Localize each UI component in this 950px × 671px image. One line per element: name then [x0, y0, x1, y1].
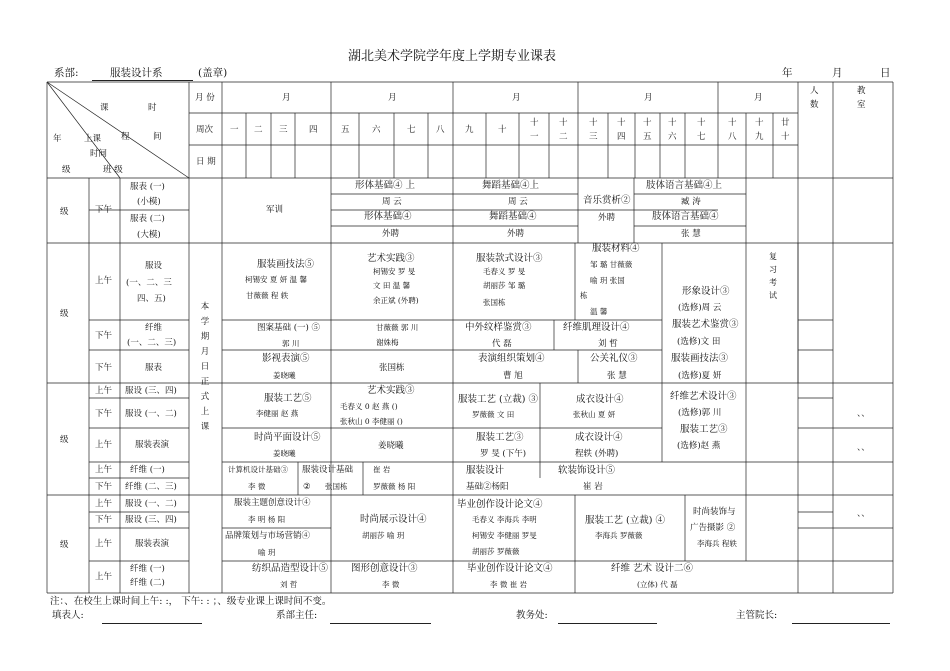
- month-cell: 月: [754, 93, 763, 103]
- corner-shijian: 时间: [90, 149, 108, 159]
- course-name: 服装工艺③: [680, 424, 728, 435]
- corner-jian: 间: [153, 132, 162, 142]
- week-number: 十: [530, 118, 539, 128]
- period-label: 上午: [95, 386, 113, 396]
- course-teacher: 甘薇薇 程 轶: [246, 291, 289, 300]
- course-teacher: 李健丽 赵 燕: [256, 409, 299, 418]
- course-teacher: 张秋山 0 李健丽 (): [340, 417, 403, 426]
- course-name: 图形创意设计③: [351, 563, 418, 574]
- course-teacher: 甘薇薇 郭 川: [376, 323, 419, 332]
- week-number: 八: [728, 132, 737, 142]
- corner-ji: 级: [62, 165, 71, 175]
- week-number: 七: [697, 132, 706, 142]
- course-name: 广告摄影 ②: [690, 523, 736, 533]
- week-number: 十: [617, 118, 626, 128]
- course-name: 影视表演⑤: [262, 353, 310, 364]
- month-cell: 月: [282, 93, 291, 103]
- grade-label: 级: [60, 540, 69, 550]
- course-teacher: 谢姝梅: [376, 338, 399, 347]
- week-number: 十: [559, 118, 568, 128]
- course-name: 纤维 艺术 设计二⑥: [611, 563, 694, 574]
- course-teacher: (选修)文 田: [677, 337, 721, 347]
- course-teacher: 喻 玥 张国: [590, 276, 625, 285]
- course-name: 服装工艺⑤: [264, 393, 312, 404]
- week-number: 九: [465, 125, 474, 135]
- course-teacher: 温 馨: [590, 307, 608, 316]
- course-teacher: 姜晓曦: [273, 371, 296, 380]
- course-teacher: 栋: [580, 291, 588, 300]
- row-head-week: 周次: [196, 125, 214, 135]
- course-teacher: 外聘: [382, 229, 400, 239]
- course-teacher: 罗薇薇 文 田: [472, 410, 515, 419]
- course-teacher: 邹 璐 甘薇薇: [590, 260, 633, 269]
- course-name: 肢体语言基础④上: [646, 180, 723, 191]
- course-name: 舞蹈基础④上: [482, 180, 540, 191]
- week-number: 七: [407, 125, 416, 135]
- grade-label: 级: [60, 435, 69, 445]
- course-teacher: 周 云: [382, 197, 402, 207]
- class-label: (大模): [137, 230, 161, 240]
- week-number: 十: [668, 118, 677, 128]
- course-name: 毕业创作设计论文④: [467, 563, 553, 574]
- period-label: 上午: [95, 276, 113, 286]
- course-name: 图案基础 (一) ⑤: [257, 323, 321, 333]
- week-number: 十: [697, 118, 706, 128]
- course-name: 服装材料④: [592, 243, 640, 254]
- course-name: 中外纹样鉴赏③: [465, 322, 532, 333]
- week-number: 十: [728, 118, 737, 128]
- grade-label: 级: [60, 207, 69, 217]
- class-label: 纤维: [145, 323, 163, 333]
- dept-label: 系部:: [54, 67, 79, 79]
- course-name: 成衣设计④: [576, 394, 624, 405]
- page-title: 湖北美术学院学年度上学期专业课表: [348, 49, 557, 64]
- week-number: 二: [559, 132, 568, 142]
- week-number: 十: [643, 118, 652, 128]
- week-number: 十: [589, 118, 598, 128]
- course-teacher: 刘 哲: [598, 339, 618, 349]
- course-teacher: (立体) 代 磊: [637, 580, 678, 589]
- course-name: 纤维肌理设计④: [563, 322, 630, 333]
- course-name: 音乐赏析②: [583, 195, 631, 206]
- footer-note: 注：、在校生上课时间上午: :， 下午: : ；、级专业课上课时间不变。: [50, 596, 332, 607]
- week-number: 一: [230, 125, 239, 135]
- period-label: 上午: [95, 539, 113, 549]
- course-teacher: 代 磊: [492, 339, 512, 349]
- footer-zhuren: 系部主任:: [276, 610, 318, 621]
- course-teacher: 张国栋: [325, 482, 348, 491]
- course-name: 服装设计基础: [302, 465, 354, 475]
- course-name: 服装工艺③: [476, 432, 524, 443]
- course-name: 公关礼仪③: [590, 353, 638, 364]
- class-label: 纤维 (一): [130, 465, 165, 475]
- footer-jiaowu: 教务处:: [516, 610, 548, 621]
- week-number: 六: [372, 125, 381, 135]
- course-name: 纺织品造型设计⑤: [252, 563, 329, 574]
- course-teacher: 李 微: [248, 482, 266, 491]
- course-name: 服装设计: [466, 465, 505, 476]
- military-training: 军训: [266, 205, 284, 215]
- class-label: 纤维 (一): [130, 564, 165, 574]
- dots-mark: 、、: [857, 509, 870, 519]
- course-name: 舞蹈基础④: [489, 211, 537, 222]
- class-label: 服设 (三、四): [125, 386, 177, 396]
- course-teacher: 柯锡安 罗 旻: [373, 267, 416, 276]
- class-label: (一、二、三: [126, 278, 172, 288]
- course-name: 艺术实践③: [367, 253, 415, 264]
- week-number: 五: [643, 132, 652, 142]
- period-label: 上午: [95, 440, 113, 450]
- course-teacher: 崔 岩: [583, 482, 603, 492]
- class-label: 服表 (一): [130, 182, 165, 192]
- class-label: (小模): [137, 197, 161, 207]
- course-teacher: 周 云: [508, 197, 528, 207]
- month-cell: 月: [512, 93, 521, 103]
- course-teacher: 胡丽莎 邹 璐: [483, 281, 526, 290]
- head-jiaoshi-1: 教: [857, 86, 866, 96]
- date-year: 年: [782, 67, 793, 79]
- corner-shangke: 上课: [84, 134, 102, 144]
- course-teacher: 刘 哲: [280, 580, 298, 589]
- course-teacher: 李海兵 程轶: [697, 539, 737, 548]
- week-number: 五: [341, 125, 350, 135]
- month-cell: 月: [388, 93, 397, 103]
- semester-start-note: 本学期月日正式上课: [200, 302, 210, 432]
- course-teacher: 张国栋: [483, 298, 506, 307]
- course-name: 计算机设计基础③: [228, 465, 288, 474]
- course-teacher: 李 明 杨 阳: [248, 515, 286, 524]
- class-label: (一、二、三): [127, 338, 177, 348]
- review-exam-note: 复习考试: [769, 252, 777, 300]
- course-teacher: 毛春义 罗 旻: [483, 267, 526, 276]
- course-teacher: 胡丽莎 罗薇薇: [472, 547, 520, 556]
- course-name: 艺术实践③: [367, 385, 415, 396]
- course-name: 服装工艺 (立裁) ③: [458, 394, 538, 405]
- course-name: 成衣设计④: [575, 432, 623, 443]
- corner-nian: 年: [53, 134, 62, 144]
- week-number: 十: [781, 132, 790, 142]
- week-number: 八: [436, 125, 445, 135]
- course-teacher: 柯锡安 李健丽 罗旻: [472, 531, 537, 540]
- course-teacher: 毛春义 0 赵 燕 (): [340, 402, 398, 411]
- month-cell: 月: [644, 93, 653, 103]
- dots-mark: 、、: [857, 409, 870, 419]
- corner-shi: 时: [148, 103, 157, 113]
- week-number: 三: [589, 132, 598, 142]
- week-number: 四: [617, 132, 626, 142]
- class-label: 服装表演: [135, 440, 170, 450]
- class-label: 服设 (三、四): [125, 515, 177, 525]
- row-head-month: 月 份: [195, 93, 215, 103]
- course-teacher: 张国栋: [379, 363, 405, 373]
- course-teacher: (选修)赵 燕: [677, 441, 721, 451]
- course-teacher: 喻 玥: [258, 548, 276, 557]
- course-teacher: 姜晓曦: [378, 441, 404, 451]
- course-name: 软装饰设计⑤: [558, 465, 616, 476]
- date-month: 月: [832, 67, 843, 79]
- course-name: 服装画技法③: [671, 353, 729, 364]
- course-teacher: 程轶 (外聘): [575, 449, 619, 459]
- course-name: 时尚装饰与: [693, 507, 736, 517]
- course-teacher: 姜晓曦: [273, 449, 296, 458]
- course-name: 时尚平面设计⑤: [254, 432, 321, 443]
- course-name: 品牌策划与市场营销④: [225, 531, 311, 541]
- course-name: 服装款式设计③: [476, 253, 543, 264]
- period-label: 下午: [95, 363, 113, 373]
- course-teacher: 李 微 崔 岩: [490, 580, 528, 589]
- head-renshu-2: 数: [810, 100, 819, 110]
- course-teacher: 曹 旭: [503, 371, 523, 381]
- course-teacher: 张 慧: [681, 229, 701, 239]
- course-name: 基础②杨阳: [466, 482, 509, 492]
- seal-text: (盖章): [198, 67, 228, 79]
- course-name: 服装工艺 (立裁) ④: [585, 515, 665, 526]
- week-number: 三: [279, 125, 288, 135]
- corner-cheng: 程: [121, 132, 130, 142]
- period-label: 上午: [95, 465, 113, 475]
- class-label: 服设: [145, 261, 163, 271]
- course-name: 毕业创作设计论文④: [457, 499, 543, 510]
- course-teacher: 罗薇薇 杨 阳: [373, 482, 416, 491]
- course-teacher: (选修)郭 川: [678, 408, 722, 418]
- course-teacher: 崔 岩: [373, 465, 391, 474]
- period-label: 下午: [95, 205, 113, 215]
- period-label: 下午: [95, 515, 113, 525]
- class-label: 服装表演: [135, 539, 170, 549]
- course-teacher: 余正斌 (外聘): [373, 296, 419, 305]
- course-teacher: (选修)周 云: [678, 303, 722, 313]
- course-name: 形象设计③: [682, 286, 730, 297]
- course-name: 肢体语言基础④: [652, 211, 719, 222]
- week-number: 一: [530, 132, 539, 142]
- dept-name: 服装设计系: [110, 67, 163, 79]
- head-renshu-1: 人: [810, 86, 819, 96]
- week-number: 十: [755, 118, 764, 128]
- period-label: 上午: [95, 572, 113, 582]
- week-number: 九: [755, 132, 764, 142]
- class-label: 四、五): [137, 294, 166, 304]
- week-number: 十: [498, 125, 507, 135]
- course-teacher: 文 田 温 馨: [373, 281, 411, 290]
- course-name: 形体基础④: [364, 211, 412, 222]
- course-teacher: 外聘: [598, 213, 616, 223]
- week-number: 四: [309, 125, 318, 135]
- period-label: 上午: [95, 499, 113, 509]
- corner-ke: 课: [100, 103, 109, 113]
- course-name: ②: [303, 482, 311, 492]
- class-label: 服表: [145, 363, 163, 373]
- week-number: 二: [254, 125, 263, 135]
- course-teacher: 张 慧: [607, 371, 627, 381]
- course-name: 服装画技法⑤: [257, 259, 315, 270]
- course-name: 表演组织策划④: [478, 353, 545, 364]
- date-day: 日: [880, 67, 891, 79]
- class-label: 纤维 (二、三): [125, 482, 177, 492]
- row-head-date: 日 期: [196, 157, 216, 167]
- course-teacher: 罗 旻 (下午): [480, 449, 527, 459]
- course-teacher: 柯锡安 夏 妍 温 馨: [245, 275, 308, 284]
- week-number: 廿: [781, 118, 790, 128]
- course-name: 服装主题创意设计④: [234, 498, 311, 508]
- course-teacher: 张秋山 夏 妍: [573, 410, 616, 419]
- course-teacher: 外聘: [507, 229, 525, 239]
- footer-yuanzhang: 主管院长:: [736, 610, 778, 621]
- course-teacher: 毛春义 李海兵 李明: [472, 515, 537, 524]
- course-teacher: 臧 涛: [681, 197, 701, 207]
- course-teacher: (选修)夏 妍: [678, 371, 722, 381]
- course-teacher: 郭 川: [282, 339, 300, 348]
- grade-label: 级: [60, 309, 69, 319]
- corner-banji: 班 级: [103, 165, 123, 175]
- course-name: 时尚展示设计④: [360, 514, 427, 525]
- week-number: 六: [668, 132, 677, 142]
- course-teacher: 李海兵 罗薇薇: [595, 531, 643, 540]
- dots-mark: 、、: [857, 443, 870, 453]
- class-label: 服设 (一、二): [125, 409, 177, 419]
- class-label: 纤维 (二): [130, 578, 165, 588]
- footer-tianbiao: 填表人:: [52, 610, 84, 621]
- course-name: 服装艺术鉴赏③: [672, 319, 739, 330]
- period-label: 下午: [95, 331, 113, 341]
- period-label: 下午: [95, 409, 113, 419]
- head-jiaoshi-2: 室: [857, 100, 866, 110]
- course-teacher: 胡丽莎 喻 玥: [362, 531, 405, 540]
- course-name: 形体基础④ 上: [355, 180, 416, 191]
- period-label: 下午: [95, 482, 113, 492]
- class-label: 服设 (一、二): [125, 499, 177, 509]
- class-label: 服表 (二): [130, 214, 165, 224]
- course-name: 纤维艺术设计③: [670, 391, 737, 402]
- course-teacher: 李 微: [382, 580, 400, 589]
